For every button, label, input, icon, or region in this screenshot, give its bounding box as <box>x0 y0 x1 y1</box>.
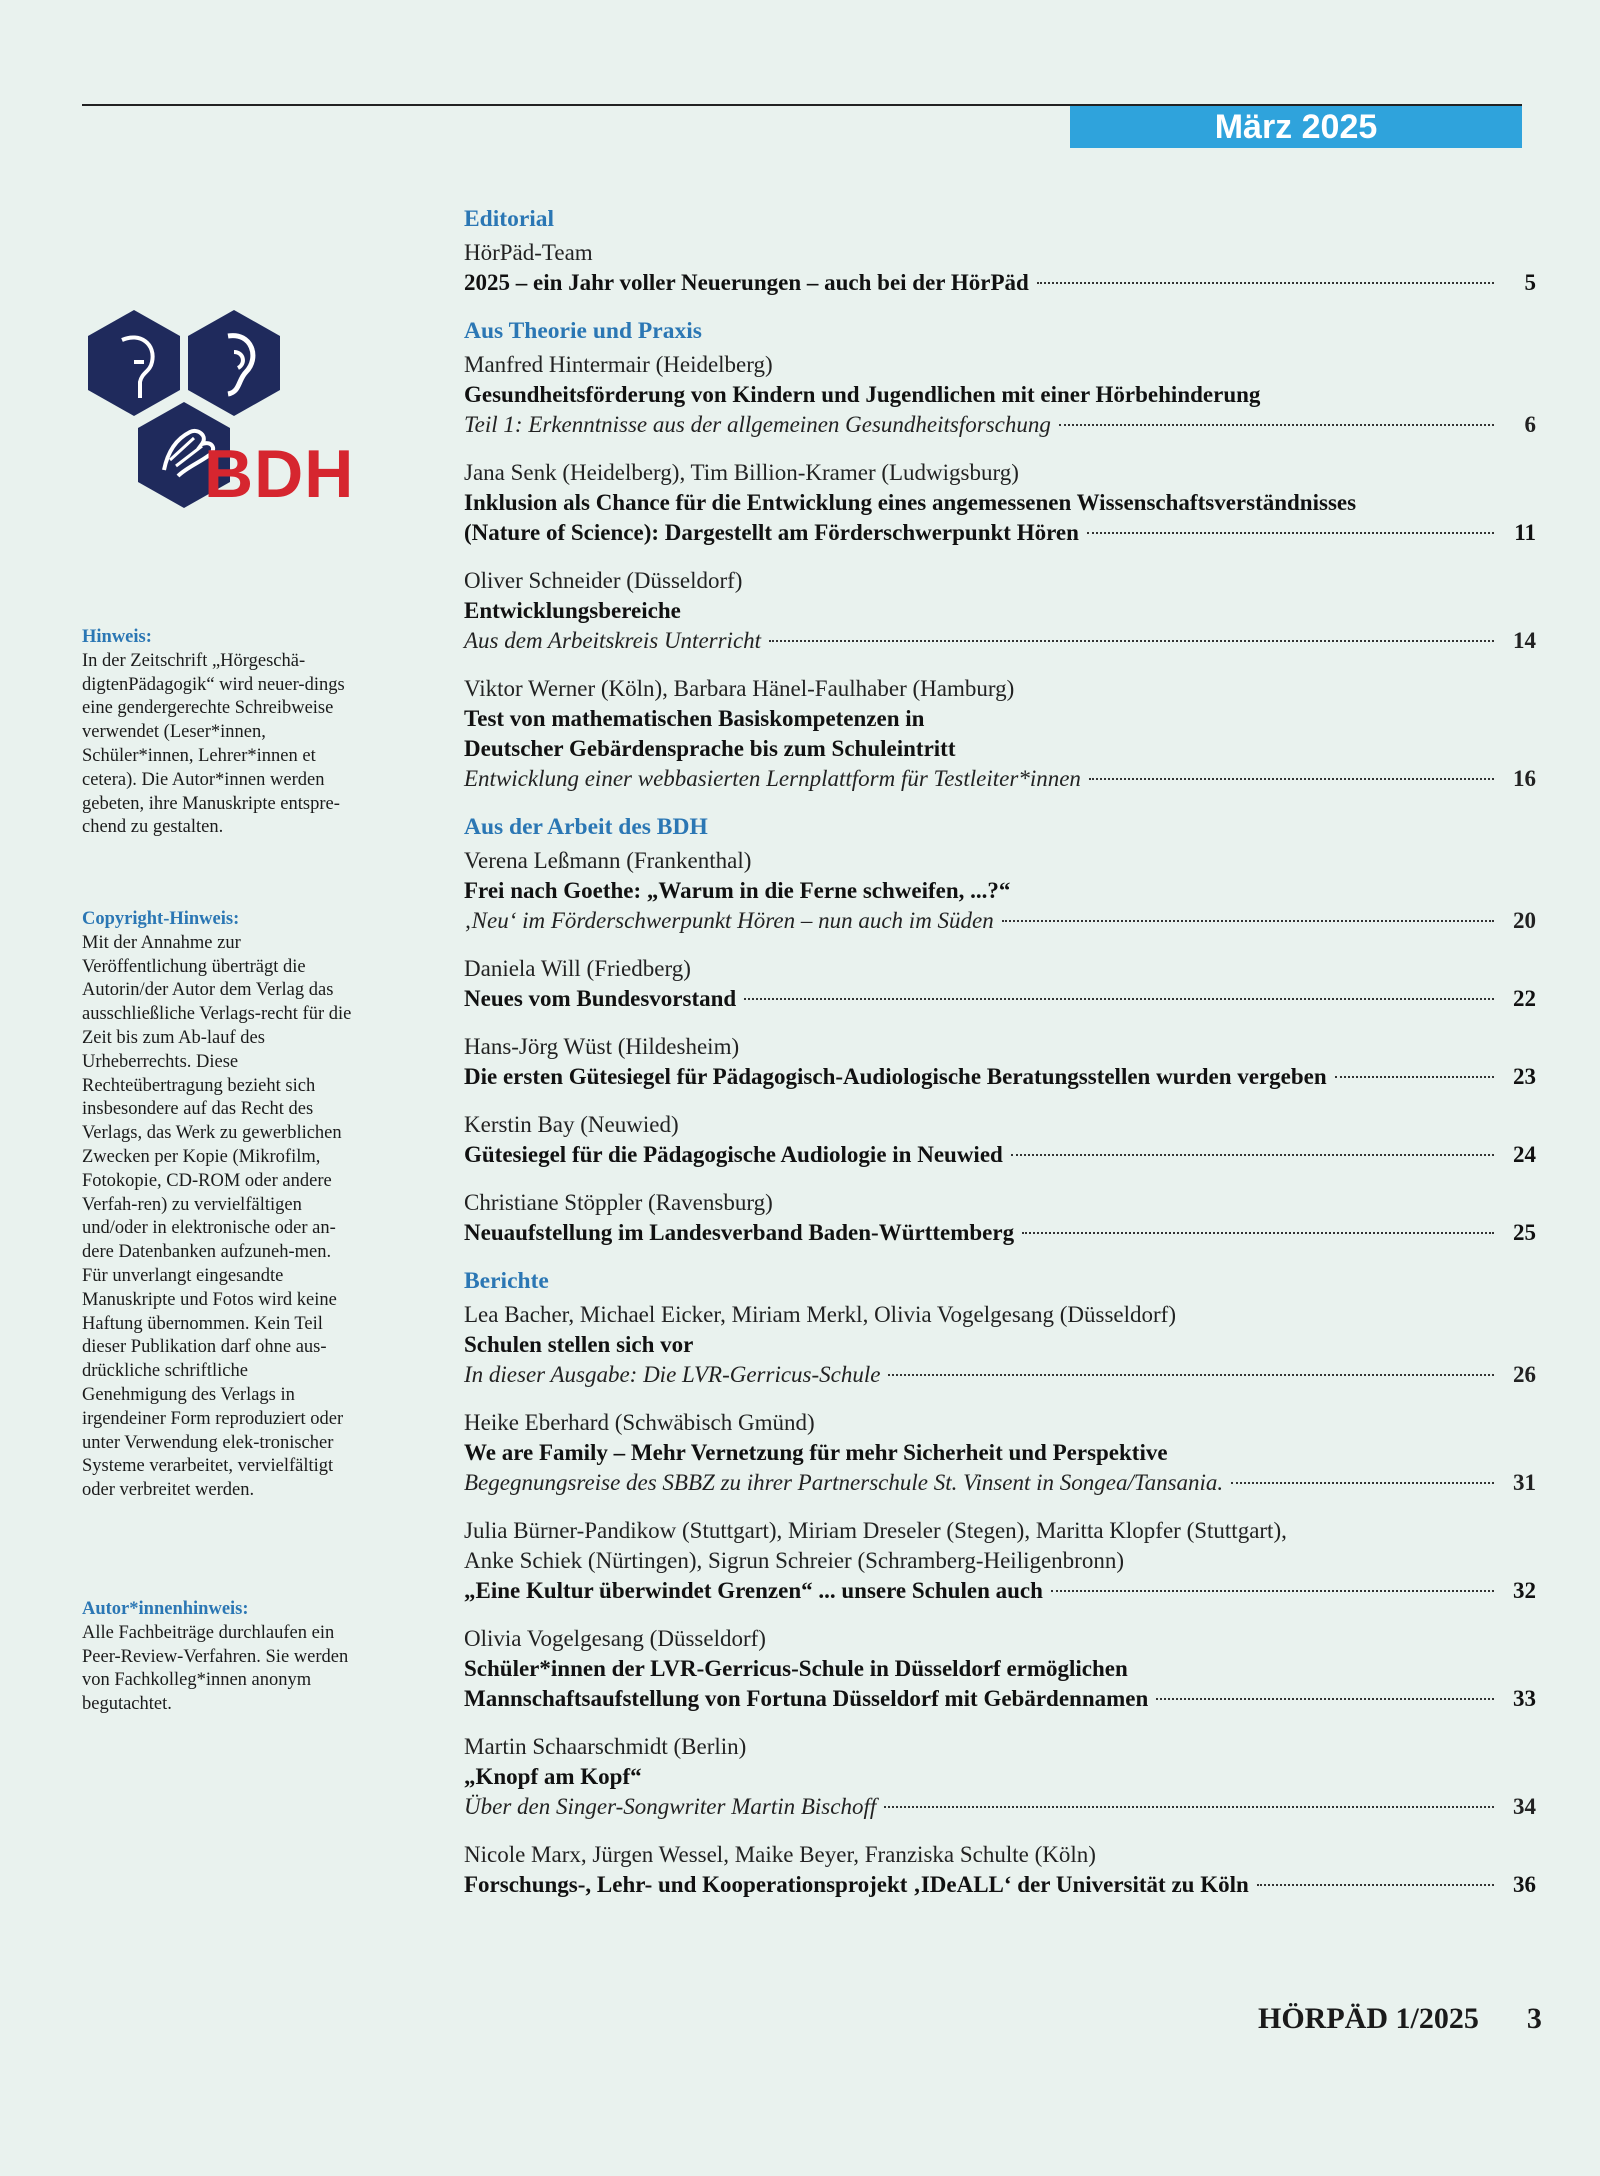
entry-subtitle: In dieser Ausgabe: Die LVR-Gerricus-Schule <box>464 1362 881 1387</box>
entry-authors: HörPäd-Team <box>464 240 593 265</box>
entry-authors: Kerstin Bay (Neuwied) <box>464 1112 679 1137</box>
author-note-text: Alle Fachbeiträge durchlaufen ein Peer-Review-Verfahren. Sie werden von Fachkolleg*innen anonym begutachtet. <box>82 1622 349 1715</box>
toc-entry[interactable] <box>464 1300 1536 1390</box>
toc-section <box>464 1266 1536 1900</box>
entry-page-number: 16 <box>1513 766 1536 791</box>
entry-page-number: 5 <box>1524 270 1536 295</box>
dot-leader <box>1089 778 1494 780</box>
entry-subtitle: ‚Neu‘ im Förderschwerpunkt Hören – nun auch im Süden <box>464 908 994 933</box>
entry-authors: Viktor Werner (Köln), Barbara Hänel-Faulhaber (Hamburg) <box>464 676 1015 701</box>
entry-title: Entwicklungsbereiche <box>464 598 681 623</box>
dot-leader <box>1335 1076 1494 1078</box>
dot-leader <box>1156 1698 1494 1700</box>
dot-leader <box>884 1806 1494 1808</box>
entry-page-number: 25 <box>1513 1220 1536 1245</box>
toc-entry[interactable] <box>464 350 1536 440</box>
entry-authors: Lea Bacher, Michael Eicker, Miriam Merkl, Olivia Vogelgesang (Düsseldorf) <box>464 1302 1177 1327</box>
entry-last-line <box>464 410 1536 440</box>
entry-title: 2025 – ein Jahr voller Neuerungen – auch bei der HörPäd <box>464 270 1029 295</box>
toc-entry[interactable] <box>464 1624 1536 1714</box>
entry-authors: Christiane Stöppler (Ravensburg) <box>464 1190 773 1215</box>
entry-title: Test von mathematischen Basiskompetenzen in <box>464 706 925 731</box>
entry-title: Die ersten Gütesiegel für Pädagogisch-Audiologische Beratungsstellen wurden vergeben <box>464 1064 1327 1089</box>
table-of-contents <box>464 204 1536 1918</box>
entry-authors: Daniela Will (Friedberg) <box>464 956 691 981</box>
entry-subtitle: Über den Singer-Songwriter Martin Bischoff <box>464 1794 877 1819</box>
entry-title: Schulen stellen sich vor <box>464 1332 694 1357</box>
entry-page-number: 6 <box>1524 412 1536 437</box>
toc-entry[interactable] <box>464 954 1536 1014</box>
toc-entry[interactable] <box>464 1408 1536 1498</box>
toc-entry[interactable] <box>464 566 1536 656</box>
note-text: In der Zeitschrift „Hörgeschä-digtenPädagogik“ wird neuer-dings eine gendergerechte Schreibweise verwendet (Leser*innen, Schüler*innen, Lehrer*innen et cetera). Die Autor*innen werden gebeten, ihre Manuskripte entspre-chend zu gestalten. <box>82 650 345 838</box>
dot-leader <box>744 998 1494 1000</box>
entry-title: (Nature of Science): Dargestellt am Förderschwerpunkt Hören <box>464 520 1079 545</box>
entry-page-number: 36 <box>1513 1872 1536 1897</box>
dot-leader <box>1257 1884 1494 1886</box>
entry-page-number: 33 <box>1513 1686 1536 1711</box>
entry-last-line <box>464 1576 1536 1606</box>
entry-last-line <box>464 268 1536 298</box>
entry-authors: Oliver Schneider (Düsseldorf) <box>464 568 743 593</box>
entry-page-number: 32 <box>1513 1578 1536 1603</box>
entry-last-line <box>464 1792 1536 1822</box>
entry-title: „Eine Kultur überwindet Grenzen“ ... unsere Schulen auch <box>464 1578 1043 1603</box>
page-footer <box>1258 2002 1542 2036</box>
entry-authors: Manfred Hintermair (Heidelberg) <box>464 352 773 377</box>
copyright-heading: Copyright-Hinweis: <box>82 909 240 929</box>
dot-leader <box>1051 1590 1494 1592</box>
entry-last-line <box>464 1684 1536 1714</box>
note-block <box>82 626 352 840</box>
copyright-block <box>82 908 352 1503</box>
entry-page-number: 20 <box>1513 908 1536 933</box>
entry-authors: Martin Schaarschmidt (Berlin) <box>464 1734 747 1759</box>
toc-entry[interactable] <box>464 1732 1536 1822</box>
entry-authors: Heike Eberhard (Schwäbisch Gmünd) <box>464 1410 815 1435</box>
dot-leader <box>888 1374 1494 1376</box>
entry-title: Forschungs-, Lehr- und Kooperationsprojekt ‚IDeALL‘ der Universität zu Köln <box>464 1872 1249 1897</box>
entry-last-line <box>464 1360 1536 1390</box>
entry-title: Schüler*innen der LVR-Gerricus-Schule in Düsseldorf ermöglichen <box>464 1656 1128 1681</box>
entry-page-number: 24 <box>1513 1142 1536 1167</box>
section-title: Editorial <box>464 206 555 232</box>
page-number: 3 <box>1526 2002 1542 2035</box>
dot-leader <box>769 640 1494 642</box>
toc-section <box>464 316 1536 794</box>
entry-authors: Hans-Jörg Wüst (Hildesheim) <box>464 1034 740 1059</box>
note-heading: Hinweis: <box>82 627 152 647</box>
entry-authors: Olivia Vogelgesang (Düsseldorf) <box>464 1626 766 1651</box>
entry-title: Gesundheitsförderung von Kindern und Jugendlichen mit einer Hörbehinderung <box>464 382 1261 407</box>
entry-last-line <box>464 626 1536 656</box>
issue-date-banner: März 2025 <box>1070 106 1522 148</box>
dot-leader <box>1002 920 1494 922</box>
entry-title: Gütesiegel für die Pädagogische Audiologie in Neuwied <box>464 1142 1003 1167</box>
entry-last-line <box>464 1062 1536 1092</box>
entry-subtitle: Aus dem Arbeitskreis Unterricht <box>464 628 762 653</box>
entry-page-number: 23 <box>1513 1064 1536 1089</box>
entry-authors: Jana Senk (Heidelberg), Tim Billion-Kramer (Ludwigsburg) <box>464 460 1019 485</box>
entry-last-line <box>464 1468 1536 1498</box>
toc-entry[interactable] <box>464 238 1536 298</box>
entry-last-line <box>464 906 1536 936</box>
entry-title: „Knopf am Kopf“ <box>464 1764 642 1789</box>
author-note-block <box>82 1598 352 1717</box>
journal-issue: HÖRPÄD 1/2025 <box>1258 2002 1479 2035</box>
entry-authors: Verena Leßmann (Frankenthal) <box>464 848 752 873</box>
entry-page-number: 26 <box>1513 1362 1536 1387</box>
entry-subtitle: Teil 1: Erkenntnisse aus der allgemeinen Gesundheitsforschung <box>464 412 1051 437</box>
entry-subtitle: Entwicklung einer webbasierten Lernplattform für Testleiter*innen <box>464 766 1081 791</box>
dot-leader <box>1037 282 1494 284</box>
entry-page-number: 31 <box>1513 1470 1536 1495</box>
section-title: Aus der Arbeit des BDH <box>464 814 708 840</box>
entry-title: Neuaufstellung im Landesverband Baden-Württemberg <box>464 1220 1015 1245</box>
toc-entry[interactable] <box>464 1188 1536 1248</box>
toc-entry[interactable] <box>464 1840 1536 1900</box>
entry-title: Mannschaftsaufstellung von Fortuna Düsseldorf mit Gebärdennamen <box>464 1686 1149 1711</box>
entry-subtitle: Begegnungsreise des SBBZ zu ihrer Partnerschule St. Vinsent in Songea/Tansania. <box>464 1470 1224 1495</box>
toc-entry[interactable] <box>464 1110 1536 1170</box>
dot-leader <box>1231 1482 1494 1484</box>
section-title: Berichte <box>464 1268 549 1294</box>
entry-title: Deutscher Gebärdensprache bis zum Schuleintritt <box>464 736 956 761</box>
entry-last-line <box>464 1218 1536 1248</box>
toc-section <box>464 812 1536 1248</box>
entry-title: Neues vom Bundesvorstand <box>464 986 737 1011</box>
entry-page-number: 11 <box>1514 520 1536 545</box>
entry-last-line <box>464 518 1536 548</box>
toc-entry[interactable] <box>464 1516 1536 1606</box>
section-title: Aus Theorie und Praxis <box>464 318 702 344</box>
entry-authors: Julia Bürner-Pandikow (Stuttgart), Miriam Dreseler (Stegen), Maritta Klopfer (Stuttgart), Anke Schiek (Nürtingen), Sigrun Schreier (Schramberg-Heiligenbronn) <box>464 1518 1287 1573</box>
entry-page-number: 14 <box>1513 628 1536 653</box>
toc-entry[interactable] <box>464 846 1536 936</box>
entry-authors: Nicole Marx, Jürgen Wessel, Maike Beyer, Franziska Schulte (Köln) <box>464 1842 1096 1867</box>
author-note-heading: Autor*innenhinweis: <box>82 1599 249 1619</box>
toc-section <box>464 204 1536 298</box>
copyright-text: Mit der Annahme zur Veröffentlichung überträgt die Autorin/der Autor dem Verlag das ausschließliche Verlags-recht für die Zeit bis zum Ab-lauf des Urheberrechts. Diese Rechteübertragung bezieht sich insbesondere auf das Recht des Verlags, das Werk zu gewerblichen Zwecken per Kopie (Mikrofilm, Fotokopie, CD-ROM oder andere Verfah-ren) zu vervielfältigen und/oder in elektronische oder an-dere Datenbanken aufzuneh-men. Für unverlangt eingesandte Manuskripte und Fotos wird keine Haftung übernommen. Kein Teil dieser Publikation darf ohne aus-drückliche schriftliche Genehmigung des Verlags in irgendeiner Form reproduziert oder unter Verwendung elek-tronischer Systeme verarbeitet, vervielfältigt oder verbreitet werden. <box>82 932 352 1501</box>
dot-leader <box>1011 1154 1494 1156</box>
toc-entry[interactable] <box>464 674 1536 794</box>
entry-title: We are Family – Mehr Vernetzung für mehr Sicherheit und Perspektive <box>464 1440 1168 1465</box>
entry-last-line <box>464 1870 1536 1900</box>
entry-last-line <box>464 1140 1536 1170</box>
entry-title: Inklusion als Chance für die Entwicklung eines angemessenen Wissenschaftsverständnisses <box>464 490 1357 515</box>
entry-last-line <box>464 764 1536 794</box>
entry-page-number: 34 <box>1513 1794 1536 1819</box>
dot-leader <box>1022 1232 1494 1234</box>
dot-leader <box>1087 532 1494 534</box>
toc-entry[interactable] <box>464 1032 1536 1092</box>
entry-page-number: 22 <box>1513 986 1536 1011</box>
sidebar <box>82 310 355 1715</box>
logo-text: BDH <box>204 436 355 512</box>
bdh-logo <box>82 310 382 540</box>
toc-entry[interactable] <box>464 458 1536 548</box>
entry-title: Frei nach Goethe: „Warum in die Ferne schweifen, ...?“ <box>464 878 1011 903</box>
entry-last-line <box>464 984 1536 1014</box>
dot-leader <box>1059 424 1494 426</box>
